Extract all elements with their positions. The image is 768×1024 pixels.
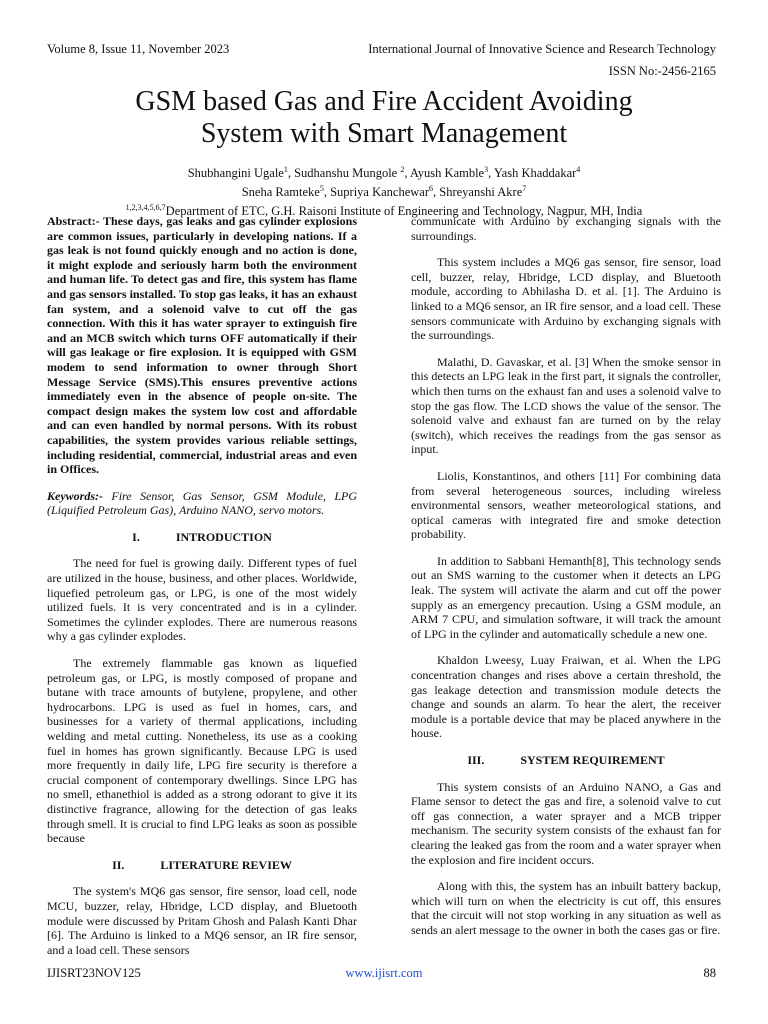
author-name: , Shreyanshi Akre bbox=[433, 185, 523, 200]
author-name: Sneha Ramteke bbox=[241, 185, 320, 200]
author-sup: 5 bbox=[319, 184, 324, 194]
section-heading-system-requirement bbox=[411, 753, 721, 768]
author-name: , Yash Khaddakar bbox=[488, 166, 577, 181]
paper-title bbox=[40, 86, 728, 150]
paragraph: This system includes a MQ6 gas sensor, fire sensor, load cell, buzzer, relay, Hbridge, LCD display, and Bluetooth module, according to Abhilasha D. et al. [1]. The Arduino is linked to a MQ6 sensor, an IR fire sensor, and a load cell. These sensors communicate with Arduino by exchanging signals with the surroundings. bbox=[411, 255, 721, 343]
journal-name: International Journal of Innovative Science and Research Technology bbox=[368, 42, 716, 56]
paragraph: Liolis, Konstantinos, and others [11] For combining data from several heterogeneous sources, including wireless environmental sensors, weather meteorological stations, and optical cameras with integrated fire and smoke detection probability. bbox=[411, 468, 721, 542]
section-title: SYSTEM REQUIREMENT bbox=[520, 753, 665, 767]
paragraph: communicate with Arduino by exchanging signals with the surroundings. bbox=[411, 214, 721, 243]
paragraph: Malathi, D. Gavaskar, et al. [3] When the smoke sensor in this detects an LPG leak in the first part, it signals the controller, which then turns on the exhaust fan and uses a solenoid valve to stop the gas flow. The LCD shows the value of the sensor. The solenoid valve and exhaust fan are turned on by the relay (switch), which receives the readings from the gas sensor as input. bbox=[411, 354, 721, 457]
keywords-label: Keywords:- bbox=[47, 488, 103, 503]
volume-info: Volume 8, Issue 11, November 2023 bbox=[47, 42, 230, 56]
page-number: 88 bbox=[703, 966, 716, 980]
left-column bbox=[47, 214, 357, 969]
author-block bbox=[40, 162, 728, 219]
author-sup: 7 bbox=[522, 184, 527, 194]
author-sup: 6 bbox=[429, 184, 434, 194]
author-sup: 4 bbox=[576, 165, 581, 174]
paragraph: Khaldon Lweesy, Luay Fraiwan, et al. When the LPG concentration changes and rises above a certain threshold, the gas leakage detection and transmission module detects the change and sounds an alarm. To hear the alert, the receiver module is a portable device that may be placed anywhere in the house. bbox=[411, 653, 721, 741]
author-sup: 1 bbox=[283, 165, 288, 174]
section-number: III. bbox=[467, 753, 485, 767]
section-title: LITERATURE REVIEW bbox=[160, 857, 292, 872]
keywords-text: Fire Sensor, Gas Sensor, GSM Module, LPG (Liquified Petroleum Gas), Arduino NANO, servo motors. bbox=[47, 488, 357, 518]
author-line-1 bbox=[40, 162, 728, 181]
author-sup: 3 bbox=[484, 165, 489, 174]
title-line-1: GSM based Gas and Fire Accident Avoiding bbox=[135, 86, 633, 117]
paragraph: This system consists of an Arduino NANO, a Gas and Flame sensor to detect the gas and fire, a solenoid valve to cut off gas connection, a water sprayer and a MCB tripper mechanism. The security system consists of the exhaust fan for clearing the leaked gas from the room and a water sprayer when the explosion and fire incident occurs. bbox=[411, 779, 721, 867]
author-sup: 2 bbox=[400, 165, 405, 174]
author-name: , Sudhanshu Mungole bbox=[287, 166, 401, 181]
paragraph: The need for fuel is growing daily. Different types of fuel are utilized in the house, business, and other places. Worldwide, liquefied petroleum gas, or LPG, is one of the most widely utilized fuels. It is very concentrated and is in a cylinder. Sometimes the cylinder explodes. There are numerous reasons why a gas cylinder explodes. bbox=[47, 556, 357, 644]
affiliation-text: Department of ETC, G.H. Raisoni Institute of Engineering and Technology, Nagpur, MH, India bbox=[165, 204, 643, 219]
affiliation-sup: 1,2,3,4,5,6,7 bbox=[125, 203, 166, 213]
section-heading-introduction bbox=[47, 530, 357, 545]
author-name: , Ayush Kamble bbox=[404, 166, 485, 181]
title-line-2: System with Smart Management bbox=[200, 118, 568, 149]
section-heading-literature-review bbox=[47, 858, 357, 873]
abstract: Abstract:- These days, gas leaks and gas cylinder explosions are common issues, particularly in developing nations. If a gas leak is not found quickly enough and no action is done, it might explode and seriously harm both the environment and human life. To detect gas and fire, this system has flame and gas sensors installed. To stop gas leaks, it has an exhaust fan system, and a solenoid valve to cut off the gas connection. With this it has water sprayer to extinguish fire and an MCB switch which turns OFF automatically if their will gas leakage or fire explosion. It is equipped with GSM modem to send information to owner through Short Message Service (SMS).This ensures preventive actions immediately even in the absence of people on-site. The compact design makes the system low cost and affordable and can even handled by normal persons. With its robust capabilities, the system provides various reliable settings, including residential, commercial, industrial areas and even in Offices. bbox=[47, 214, 357, 477]
paper-id: IJISRT23NOV125 bbox=[47, 966, 141, 980]
journal-website-link[interactable]: www.ijisrt.com bbox=[345, 966, 423, 980]
paragraph: Along with this, the system has an inbuilt battery backup, which will turn on when the electricity is cut off, this ensures that the circuit will not stop working in any situation as well as sends an alert message to the owner in both the cases gas or fire. bbox=[411, 879, 721, 937]
author-line-2 bbox=[40, 181, 728, 200]
author-name: , Supriya Kanchewar bbox=[323, 185, 430, 200]
keywords bbox=[47, 489, 357, 518]
paragraph: The extremely flammable gas known as liquefied petroleum gas, or LPG, is mostly composed of propane and butane with trace amounts of butylene, propylene, and other hydrocarbons. LPG is used as fuel in homes, cars, and businesses for a variety of thermal applications, including welding and metal cutting. Nonetheless, its use as a cooking fuel in homes has grown significantly. Because LPG is used more frequently in daily life, LPG fire security is therefore a crucial component of contemporary dwellings. Since LPG has no smell, ethanethiol is added as a strong odorant to give it its distinctive fragrance, allowing for the detection of gas leaks through smell. It is crucial to find LPG leaks as soon as possible because bbox=[47, 656, 357, 846]
section-number: II. bbox=[112, 857, 125, 872]
right-column bbox=[411, 214, 721, 950]
issn: ISSN No:-2456-2165 bbox=[608, 64, 716, 78]
author-name: Shubhangini Ugale bbox=[187, 166, 284, 181]
section-number: I. bbox=[132, 529, 140, 544]
paragraph: In addition to Sabbani Hemanth[8], This technology sends out an SMS warning to the customer when it detects an LPG leak. The system will activate the alarm and cut off the power supply as an emergency precaution. Using a GSM module, an ARM 7 CPU, and simulation software, it will track the amount of LPG in the cylinder and automatically schedule a new one. bbox=[411, 553, 721, 641]
paragraph: The system's MQ6 gas sensor, fire sensor, load cell, node MCU, buzzer, relay, Hbridge, LCD display, and Bluetooth module were discussed by Pritam Ghosh and Palash Kanti Dhar [6]. The Arduino is linked to a MQ6 sensor, an IR fire sensor, and a load cell. These sensors bbox=[47, 884, 357, 957]
section-title: INTRODUCTION bbox=[175, 529, 272, 544]
